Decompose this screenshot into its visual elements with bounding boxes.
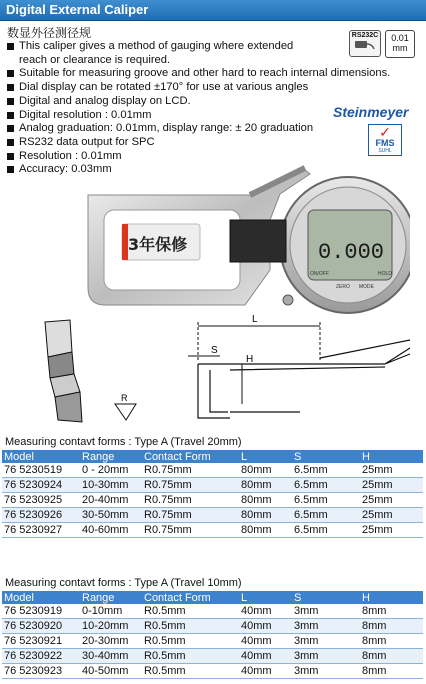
table-header-row [2,450,423,463]
table-row [2,664,423,679]
cable-icon [352,39,378,51]
feature-item: Accuracy: 0.03mm [6,163,426,177]
cell: 40mm [239,604,292,619]
cell: 25mm [360,478,423,493]
column-header: Contact Form [142,450,239,463]
cell: 10-20mm [80,619,142,634]
label-r: R [121,393,128,403]
dial-button-label: MODE [359,284,374,290]
feature-item: Analog graduation: 0.01mm, display range: ± 20 graduation [6,122,426,136]
cell: 8mm [360,664,423,679]
table-row [2,523,423,538]
table-b [2,591,423,679]
cell: R0.5mm [142,604,239,619]
cell: 40-60mm [80,523,142,538]
cell: R0.75mm [142,523,239,538]
table-row [2,604,423,619]
column-header: H [360,450,423,463]
cell: 30-50mm [80,508,142,523]
table-row [2,478,423,493]
brand-logo: Steinmeyer [333,104,409,120]
cell: 25mm [360,523,423,538]
cell: 80mm [239,493,292,508]
table-row [2,649,423,664]
cell: 30-40mm [80,649,142,664]
tip-profile [115,404,136,420]
cell: 6.5mm [292,478,360,493]
table-row [2,619,423,634]
cell: 40mm [239,664,292,679]
cell: R0.75mm [142,463,239,478]
column-header: S [292,450,360,463]
cell: 25mm [360,508,423,523]
cell: 20-40mm [80,493,142,508]
cell: 25mm [360,493,423,508]
feature-item: Suitable for measuring groove and other hard to reach internal dimensions. [6,67,426,81]
cell: 0 - 20mm [80,463,142,478]
table-a-caption: Measuring contavt forms : Type A (Travel 20mm) [5,436,242,448]
cell: 76 5230925 [2,493,80,508]
dial-button-label: ON/OFF [310,271,329,277]
cell: 40mm [239,649,292,664]
cell: 8mm [360,634,423,649]
feature-item: Resolution : 0.01mm [6,150,426,164]
table-row [2,493,423,508]
cell: 3mm [292,664,360,679]
cell: 8mm [360,604,423,619]
column-header: Range [80,450,142,463]
cell: 80mm [239,508,292,523]
contact-tip-sketch [45,320,82,422]
cell: 40-50mm [80,664,142,679]
fms-sub: SUHL [378,148,392,154]
feature-item: RS232 data output for SPC [6,136,426,150]
dial-button-label: HOLD [378,271,392,277]
cell: 76 5230922 [2,649,80,664]
rs232-label: RS232C [351,32,379,39]
cell: 76 5230924 [2,478,80,493]
cell: 76 5230926 [2,508,80,523]
cell: 80mm [239,478,292,493]
cell: 3mm [292,619,360,634]
column-header: L [239,450,292,463]
cell: 40mm [239,619,292,634]
cell: 3mm [292,649,360,664]
caliper-outline [198,340,410,418]
check-icon: ✓ [379,124,391,140]
dimension-diagram [0,312,426,434]
cell: 76 5230920 [2,619,80,634]
table-a [2,450,423,538]
table-row [2,634,423,649]
resolution-badge [385,30,415,58]
caliper-product-image [80,160,410,325]
fms-logo [368,124,402,156]
label-l: L [252,314,258,325]
column-header: Model [2,591,80,604]
cell: R0.5mm [142,634,239,649]
table-row [2,508,423,523]
feature-item: This caliper gives a method of gauging where extended reach or clearance is required. [6,40,319,67]
fms-label: FMS [375,138,395,148]
warranty-label: 3年保修 [128,235,188,254]
cell: R0.75mm [142,508,239,523]
cell: 3mm [292,604,360,619]
dial-button-label: ZERO [336,284,350,290]
cell: 8mm [360,649,423,664]
cell: 6.5mm [292,493,360,508]
table-header-row [2,591,423,604]
column-header: Range [80,591,142,604]
label-s: S [211,345,218,356]
cell: R0.5mm [142,619,239,634]
cell: 6.5mm [292,463,360,478]
cell: 25mm [360,463,423,478]
column-header: S [292,591,360,604]
cell: R0.75mm [142,478,239,493]
cell: 10-30mm [80,478,142,493]
chinese-subtitle: 数显外径测径规 [7,26,92,40]
cell: 8mm [360,619,423,634]
cell: 76 5230927 [2,523,80,538]
lcd-reading: 0.000 [318,240,385,265]
table-b-caption: Measuring contavt forms : Type A (Travel 10mm) [5,577,242,589]
cell: 6.5mm [292,508,360,523]
feature-item: Digital resolution : 0.01mm [6,109,426,123]
title-bar [0,0,426,21]
cell: 80mm [239,523,292,538]
cell: R0.75mm [142,493,239,508]
label-h: H [246,354,254,365]
rs232-badge [349,30,381,57]
table-row [2,463,423,478]
cell: 20-30mm [80,634,142,649]
resolution-value: 0.01 [391,33,409,43]
column-header: H [360,591,423,604]
cell: 0-10mm [80,604,142,619]
feature-item: Digital and analog display on LCD. [6,95,426,109]
cell: 76 5230519 [2,463,80,478]
column-header: Model [2,450,80,463]
column-header: L [239,591,292,604]
page-title: Digital External Caliper [6,2,149,17]
feature-item: Dial display can be rotated ±170° for use at various angles [6,81,426,95]
cell: R0.5mm [142,649,239,664]
cell: 3mm [292,634,360,649]
cell: 80mm [239,463,292,478]
cell: 76 5230923 [2,664,80,679]
resolution-unit: mm [392,43,408,53]
cell: 76 5230919 [2,604,80,619]
cell: 40mm [239,634,292,649]
cell: 6.5mm [292,523,360,538]
column-header: Contact Form [142,591,239,604]
cell: R0.5mm [142,664,239,679]
cell: 76 5230921 [2,634,80,649]
